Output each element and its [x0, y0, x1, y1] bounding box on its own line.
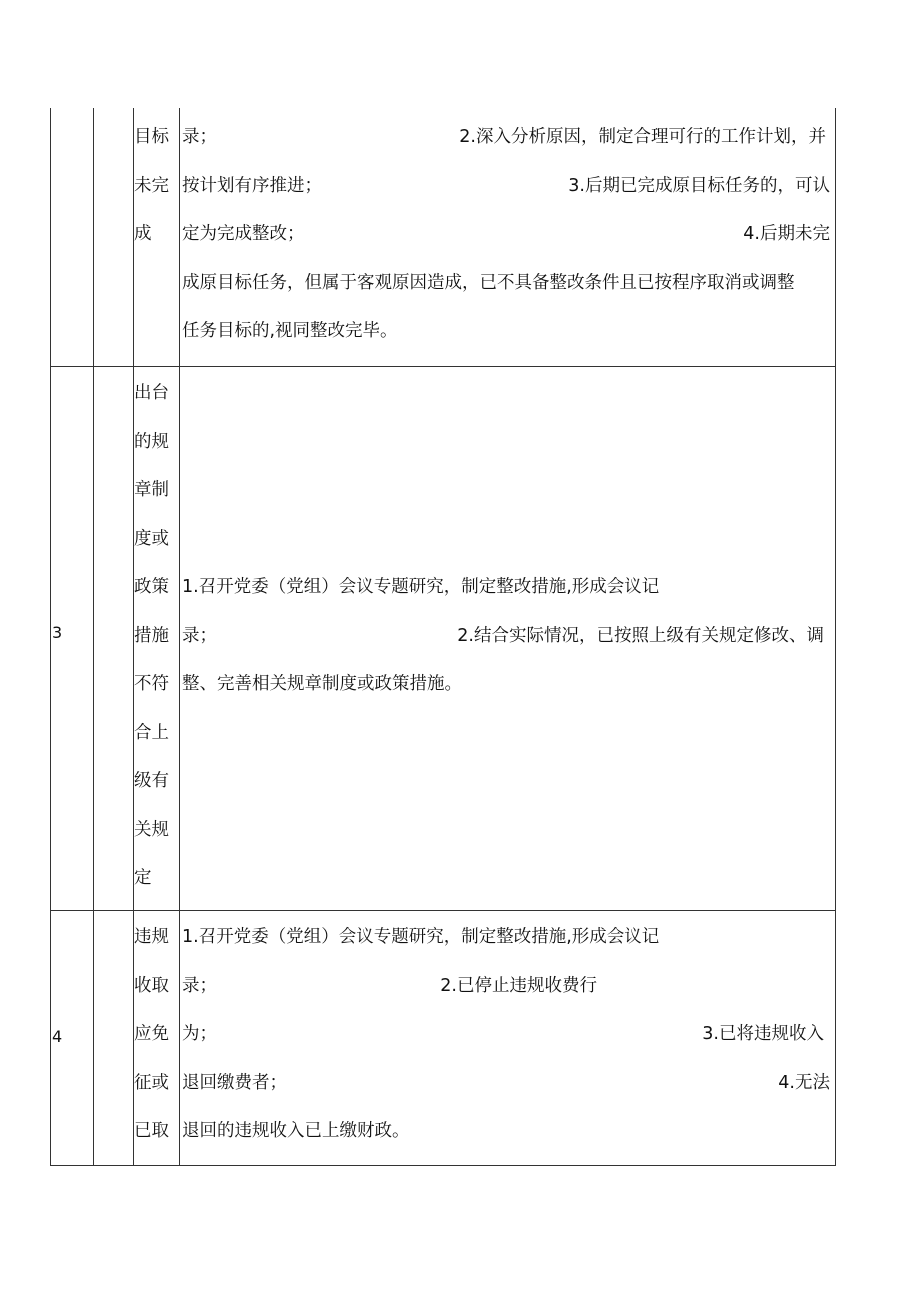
table-border-bottom [50, 1165, 836, 1166]
category-line: 级有 [134, 771, 169, 791]
text-line: 为； 3.已将违规收入 [182, 1024, 824, 1044]
category-line: 已取 [134, 1121, 169, 1141]
category-line: 关规 [134, 819, 169, 840]
row-number: 4 [52, 1027, 63, 1046]
text-line: 定为完成整改； 4.后期未完 [182, 224, 830, 244]
category-line: 合上 [134, 722, 169, 743]
row-3-category [134, 369, 178, 903]
text-line: 1.召开党委（党组）会议专题研究，制定整改措施,形成会议记 [182, 577, 660, 597]
text-line: 录； 2.结合实际情况，已按照上级有关规定修改、调 [182, 625, 824, 646]
category-line: 出台 [134, 383, 169, 403]
row-number: 3 [52, 623, 63, 642]
text-line: 录； 2.已停止违规收费行 [182, 975, 597, 996]
text-line: 任务目标的,视同整改完毕。 [182, 321, 398, 341]
text-line: 退回缴费者； 4.无法 [182, 1072, 830, 1093]
row-4-category [134, 913, 178, 1156]
category-line: 章制 [134, 480, 169, 500]
category-line: 目标 [134, 127, 169, 147]
category-line: 政策 [134, 577, 169, 597]
category-line: 的规 [134, 431, 169, 452]
row-1-measures [182, 113, 830, 356]
category-line: 违规 [134, 927, 169, 947]
category-line: 措施 [134, 625, 169, 646]
category-line: 收取 [134, 975, 169, 996]
category-line: 征或 [134, 1072, 169, 1093]
category-line: 定 [134, 868, 152, 888]
row-4-measures [182, 913, 830, 1156]
table-border-left [50, 108, 51, 1166]
text-line: 录； 2.深入分析原因，制定合理可行的工作计划，并 [182, 127, 826, 147]
table-border-right [835, 108, 836, 1166]
text-line: 退回的违规收入已上缴财政。 [182, 1121, 410, 1141]
category-line: 成 [134, 224, 152, 244]
text-line: 整、完善相关规章制度或政策措施。 [182, 674, 462, 694]
text-line: 成原目标任务，但属于客观原因造成，已不具备整改条件且已按程序取消或调整 [182, 272, 795, 293]
category-line: 未完 [134, 175, 169, 196]
text-line: 按计划有序推进； 3.后期已完成原目标任务的，可认 [182, 175, 830, 196]
category-line: 不符 [134, 674, 169, 694]
text-line: 1.召开党委（党组）会议专题研究，制定整改措施,形成会议记 [182, 927, 660, 947]
row-divider-2 [50, 910, 836, 911]
row-1-category [134, 113, 178, 259]
category-line: 度或 [134, 528, 169, 549]
table-col-divider-3 [179, 108, 180, 1166]
row-divider-1 [50, 366, 836, 367]
row-3-measures [182, 563, 830, 709]
category-line: 应免 [134, 1024, 169, 1044]
table-col-divider-1 [93, 108, 94, 1166]
